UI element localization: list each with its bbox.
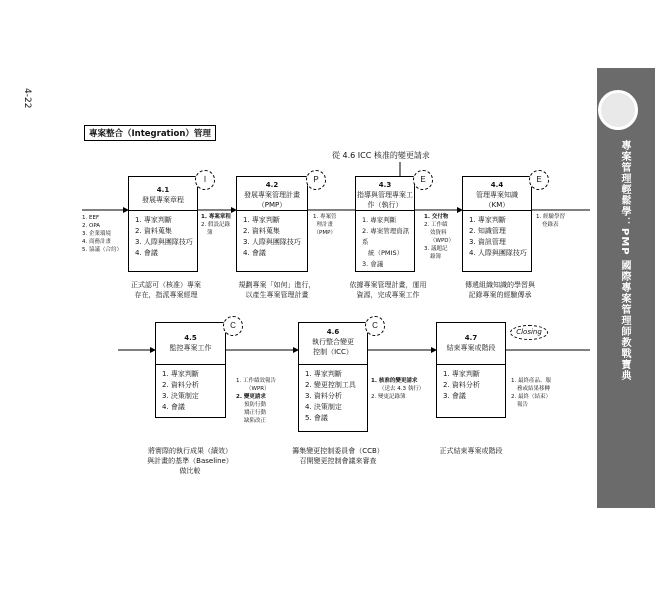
process-box-4-2: 4.2 發展專案管理計畫 （PMP） 1. 專家判斷 2. 資料蒐集 3. 人際與團隊技巧 4. 會議 <box>236 176 308 272</box>
outputs-4-4: 1. 經驗學習 登錄表 <box>536 214 565 228</box>
sidebar-book-title: 專案管理輕鬆學：PMP 國際專案管理師教戰寶典 <box>619 140 630 382</box>
process-box-4-7: 4.7 結束專案或階段 1. 專家判斷 2. 資料分析 3. 會議 <box>436 322 506 418</box>
closing-marker: Closing <box>510 325 548 340</box>
inputs-list <box>82 214 122 254</box>
outputs-4-2: 1. 專案管 理計畫 （PMP） <box>313 214 337 236</box>
process-name: 發展專案章程 <box>142 196 184 204</box>
input-item: 1. EEF <box>82 215 100 221</box>
process-box-4-3: 4.3 指導與管理專案工 作（執行） 1. 專家判斷 2. 專案管理資訊系 統（PMIS） 3. 會議 <box>355 176 415 272</box>
process-group-marker: C <box>365 316 385 336</box>
process-box-4-6: 4.6 執行整合變更 控制（ICC） 1. 專家判斷 2. 變更控制工具 3. 資料分析 4. 決策制定 5. 會議 <box>298 322 368 432</box>
section-title: 專案整合（Integration）管理 <box>84 125 216 141</box>
outputs-4-7: 1. 最終產品、服 務或結果移轉 2. 最終（結束） 報告 <box>511 378 551 408</box>
process-caption: 正式結束專案或階段 <box>439 447 503 455</box>
process-caption: 將實際的執行成果（績效） 與計畫的基準（Baseline） 做比較 <box>147 447 233 475</box>
outputs-4-1: 1. 專案章程 2. 假設記錄 簿 <box>201 214 231 236</box>
process-box-4-1 <box>128 176 198 272</box>
page-number: 4-22 <box>22 88 32 109</box>
process-number: 4.1 <box>156 186 170 194</box>
outputs-4-3: 1. 交付物 2. 工作績 效資料 （WPD） 3. 議題記 錄簿 <box>424 214 454 260</box>
input-item: 2. OPA <box>82 223 101 229</box>
outputs-4-6: 1. 核准的變更請求 （送去 4.3 執行） 2. 變更記錄簿 <box>371 378 425 400</box>
process-caption: 籌集變更控制委員會（CCB） 召開變更控制會議來審查 <box>292 447 384 465</box>
process-group-marker: E <box>413 170 433 190</box>
tool-item: 1. 專家判斷 <box>135 216 172 224</box>
tool-item: 4. 會議 <box>135 249 158 257</box>
process-group-marker: C <box>223 316 243 336</box>
process-group-marker: P <box>306 170 326 190</box>
process-caption: 依據專案管理計畫，運用 資源，完成專案工作 <box>349 281 427 299</box>
process-caption: 規劃專案「如何」進行， 以產生專案管理計畫 <box>238 281 316 299</box>
input-item: 4. 商務計畫 <box>82 239 111 245</box>
outputs-4-5: 1. 工作績效報告 （WPR） 2. 變更請求 預防行動 矯正行動 缺陷改正 <box>236 378 276 424</box>
tool-item: 3. 人際與團隊技巧 <box>135 238 193 246</box>
input-item: 5. 協議（合約） <box>82 247 122 253</box>
process-caption: 正式認可（核准）專案 存在，指派專案經理 <box>131 281 201 299</box>
process-caption: 傳遞組織知識的學習與 記錄專案的經驗傳承 <box>465 281 535 299</box>
input-item: 3. 企業環境 <box>82 231 111 237</box>
process-group-marker: E <box>529 170 549 190</box>
top-note: 從 4.6 ICC 核准的變更請求 <box>332 151 430 160</box>
tool-item: 2. 資料蒐集 <box>135 227 172 235</box>
process-box-4-4: 4.4 管理專案知識 （KM） 1. 專家判斷 2. 知識管理 3. 資訊管理 4. 人際與團隊技巧 <box>462 176 532 272</box>
process-box-4-5: 4.5 監控專案工作 1. 專家判斷 2. 資料分析 3. 決策制定 4. 會議 <box>155 322 226 418</box>
process-group-marker: I <box>195 170 215 190</box>
